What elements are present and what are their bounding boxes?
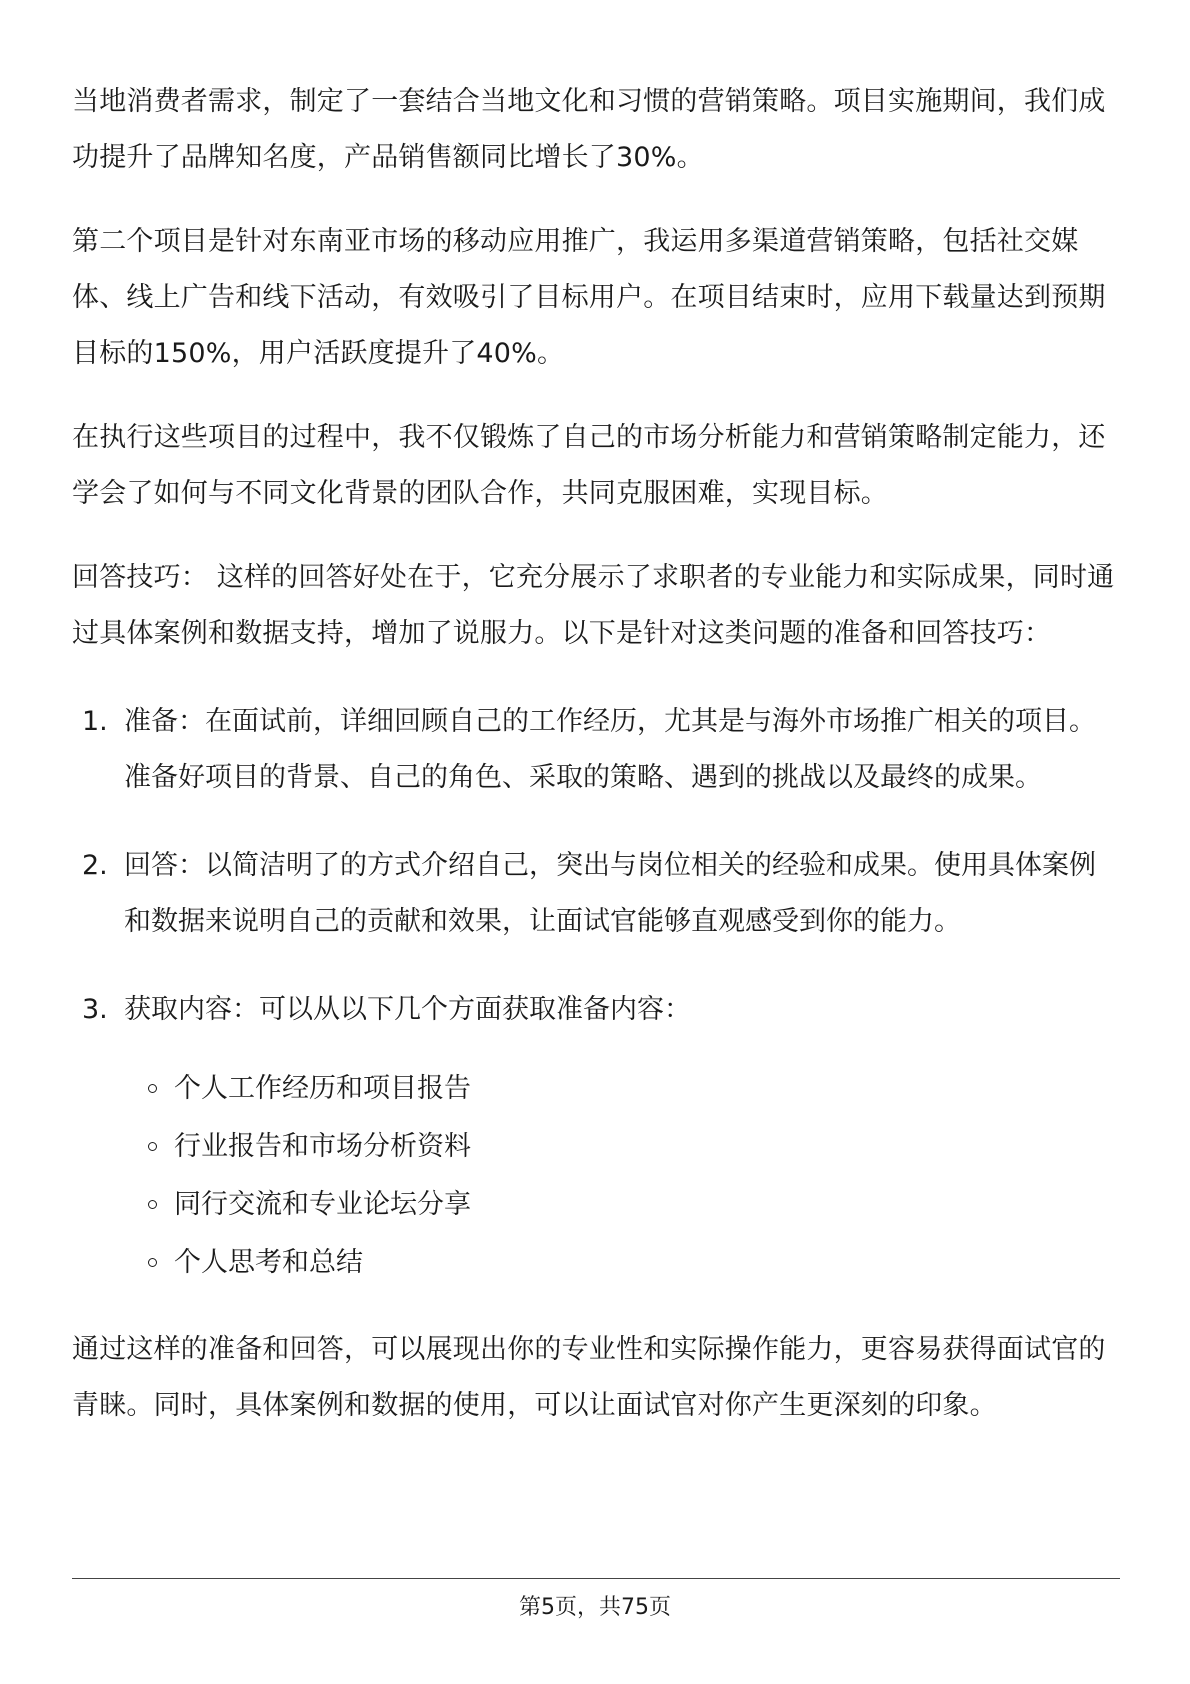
bullet-sub-list bbox=[72, 1060, 1120, 1292]
hollow-bullet-icon bbox=[148, 1200, 157, 1209]
list-number: 2. bbox=[82, 850, 108, 881]
sub-list-item bbox=[146, 1118, 1120, 1176]
numbered-list-item bbox=[72, 694, 1120, 806]
sub-list-item bbox=[146, 1060, 1120, 1118]
closing-paragraph: 通过这样的准备和回答，可以展现出你的专业性和实际操作能力，更容易获得面试官的青睐。同时，具体案例和数据的使用，可以让面试官对你产生更深刻的印象。 bbox=[72, 1334, 1106, 1421]
sub-list-item-text: 行业报告和市场分析资料 bbox=[174, 1131, 471, 1162]
sub-list-item bbox=[146, 1234, 1120, 1292]
paragraph: 在执行这些项目的过程中，我不仅锻炼了自己的市场分析能力和营销策略制定能力，还学会了如何与不同文化背景的团队合作，共同克服困难，实现目标。 bbox=[72, 422, 1106, 509]
hollow-bullet-icon bbox=[148, 1142, 157, 1151]
list-number: 1. bbox=[82, 706, 108, 737]
hollow-bullet-icon bbox=[148, 1084, 157, 1093]
list-number: 3. bbox=[82, 994, 108, 1025]
list-item-text: 回答：以简洁明了的方式介绍自己，突出与岗位相关的经验和成果。使用具体案例和数据来说明自己的贡献和效果，让面试官能够直观感受到你的能力。 bbox=[124, 850, 1096, 937]
hollow-bullet-icon bbox=[148, 1258, 157, 1267]
numbered-list-item bbox=[72, 982, 1120, 1038]
sub-list-item-text: 个人思考和总结 bbox=[174, 1247, 363, 1278]
paragraph: 第二个项目是针对东南亚市场的移动应用推广，我运用多渠道营销策略，包括社交媒体、线上广告和线下活动，有效吸引了目标用户。在项目结束时，应用下载量达到预期目标的150%，用户活跃度提升了40%。 bbox=[72, 226, 1106, 369]
answer-tips-paragraph: 回答技巧： 这样的回答好处在于，它充分展示了求职者的专业能力和实际成果，同时通过具体案例和数据支持，增加了说服力。以下是针对这类问题的准备和回答技巧： bbox=[72, 562, 1115, 649]
list-item-text: 准备：在面试前，详细回顾自己的工作经历，尤其是与海外市场推广相关的项目。准备好项目的背景、自己的角色、采取的策略、遇到的挑战以及最终的成果。 bbox=[124, 706, 1096, 793]
sub-list-item-text: 个人工作经历和项目报告 bbox=[174, 1073, 471, 1104]
paragraph: 当地消费者需求，制定了一套结合当地文化和习惯的营销策略。项目实施期间，我们成功提升了品牌知名度，产品销售额同比增长了30%。 bbox=[72, 86, 1106, 173]
list-item-text: 获取内容：可以从以下几个方面获取准备内容： bbox=[124, 994, 691, 1025]
page-content bbox=[72, 74, 1120, 1434]
sub-list-item bbox=[146, 1176, 1120, 1234]
footer-divider bbox=[72, 1578, 1120, 1579]
page-number: 第5页，共75页 bbox=[519, 1595, 671, 1620]
numbered-list-item bbox=[72, 838, 1120, 950]
sub-list-item-text: 同行交流和专业论坛分享 bbox=[174, 1189, 471, 1220]
